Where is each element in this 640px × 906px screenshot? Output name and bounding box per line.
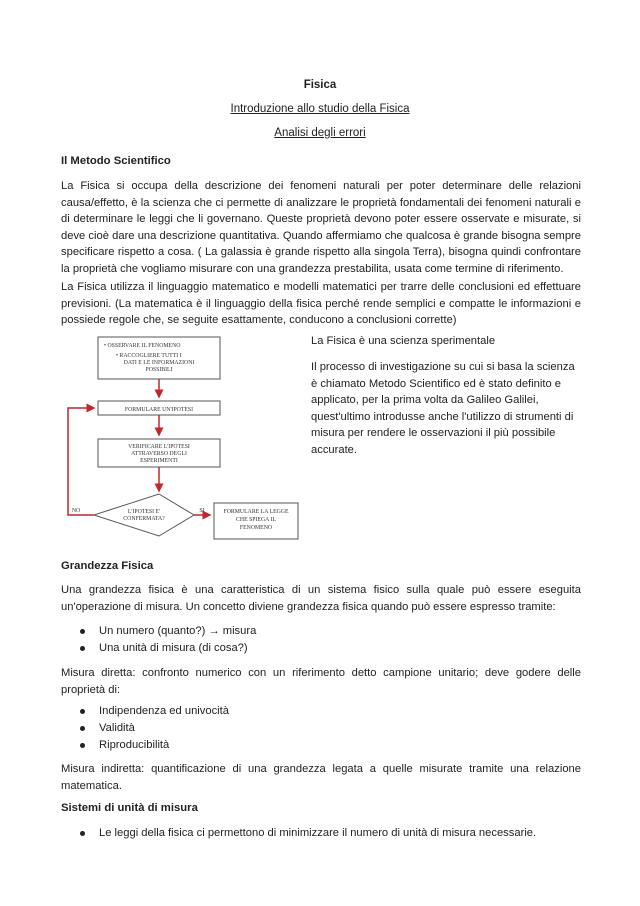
paragraph-misura-indiretta: Misura indiretta: quantificazione di una grandezza legata a quelle misurate tramite una relazione matematica.	[61, 763, 581, 792]
flow-label-si: SI	[199, 508, 205, 514]
flow-box-observe-line3: DATI E LE INFORMAZIONI	[123, 360, 195, 366]
list-espressione-grandezza	[61, 623, 256, 657]
side-paragraph-metodo-scientifico: Il processo di investigazione su cui si basa la scienza è chiamato Metodo Scientifico ed è stato definito e applicato, per la prima volta da Galileo Galilei, quest'ultimo introdusse anche l'utilizzo di strumenti di misura per rendere le osservazioni il più possibile accurate.	[311, 361, 575, 456]
flow-box-law-line3: FENOMENO	[239, 525, 273, 531]
flow-box-observe-line4: POSSIBILI	[145, 367, 173, 373]
flow-diamond-confirmed	[94, 494, 194, 536]
paragraph-linguaggio-matematico: La Fisica utilizza il linguaggio matematico e modelli matematici per trarre delle conclusioni ed effettuare previsioni. (La matematica è il linguaggio della fisica perché rende semplici e compatte le informazioni e possiede regole che, se seguite esattamente, conducono a conclusioni corrette)	[61, 281, 581, 327]
paragraph-grandezza-definizione: Una grandezza fisica è una caratteristica di un sistema fisico sulla quale può essere eseguita un'operazione di misura. Un concetto diviene grandezza fisica quando può essere espresso tramite:	[61, 584, 581, 613]
scientific-method-flowchart	[62, 333, 302, 551]
flow-box-verify-line3: ESPERIMENTI	[140, 458, 178, 464]
flow-diamond-line1: L'IPOTESI E'	[127, 509, 161, 515]
page-subtitle-errors: Analisi degli errori	[274, 127, 366, 139]
list-item: Le leggi della fisica ci permettono di minimizzare il numero di unità di misura necessarie.	[61, 825, 536, 842]
flow-label-no: NO	[71, 508, 81, 514]
page-title: Fisica	[303, 79, 337, 91]
flow-box-observe-line2: • RACCOGLIERE TUTTI I	[116, 353, 182, 359]
flow-box-verify-line2: ATTRAVERSO DEGLI	[131, 451, 187, 457]
list-item: Una unità di misura (di cosa?)	[61, 640, 256, 657]
flow-box-verify-line1: VERIFICARE L'IPOTESI	[128, 444, 190, 450]
flow-arrow-no-loop	[68, 408, 94, 515]
heading-metodo-scientifico: Il Metodo Scientifico	[61, 155, 171, 167]
flow-box-law-line2: CHE SPIEGA IL	[236, 517, 276, 523]
flow-box-observe-line1: • OSSERVARE IL FENOMENO	[104, 343, 181, 349]
flow-box-hypothesis-label: FORMULARE UN'IPOTESI	[124, 407, 194, 413]
side-title-scienza-sperimentale: La Fisica è una scienza sperimentale	[311, 335, 496, 347]
paragraph-fisica-intro: La Fisica si occupa della descrizione dei fenomeni naturali per poter determinare delle relazioni causa/effetto, è la scienza che ci permette di analizzare le proprietà fondamentali dei fenomeni naturali e di determinare le leggi che li governano. Queste proprietà devono poter essere osservate e misurate, si deve cioè dare una descrizione quantitativa. Quando affermiamo che qualcosa è grande bisogna sempre specificare rispetto a cosa. ( La galassia è grande rispetto alla singola Terra), bisogna quindi confrontare la proprietà che vogliamo misurare con una grandezza prestabilita, usata come termine di riferimento.	[61, 180, 581, 275]
heading-grandezza-fisica: Grandezza Fisica	[61, 560, 154, 572]
list-item: Riproducibilità	[61, 737, 229, 754]
flow-diamond-line2: CONFERMATA?	[123, 516, 165, 522]
list-sistemi-unita	[61, 825, 536, 842]
list-proprieta-misura	[61, 703, 229, 754]
list-item: Indipendenza ed univocità	[61, 703, 229, 720]
flow-box-law-line1: FORMULARE LA LEGGE	[223, 509, 289, 515]
paragraph-misura-diretta: Misura diretta: confronto numerico con un riferimento detto campione unitario; deve godere delle proprietà di:	[61, 667, 581, 696]
list-item: Validità	[61, 720, 229, 737]
list-item: Un numero (quanto?) → misura	[61, 623, 256, 640]
heading-sistemi-unita: Sistemi di unità di misura	[61, 802, 198, 814]
page-subtitle-intro: Introduzione allo studio della Fisica	[230, 103, 410, 115]
